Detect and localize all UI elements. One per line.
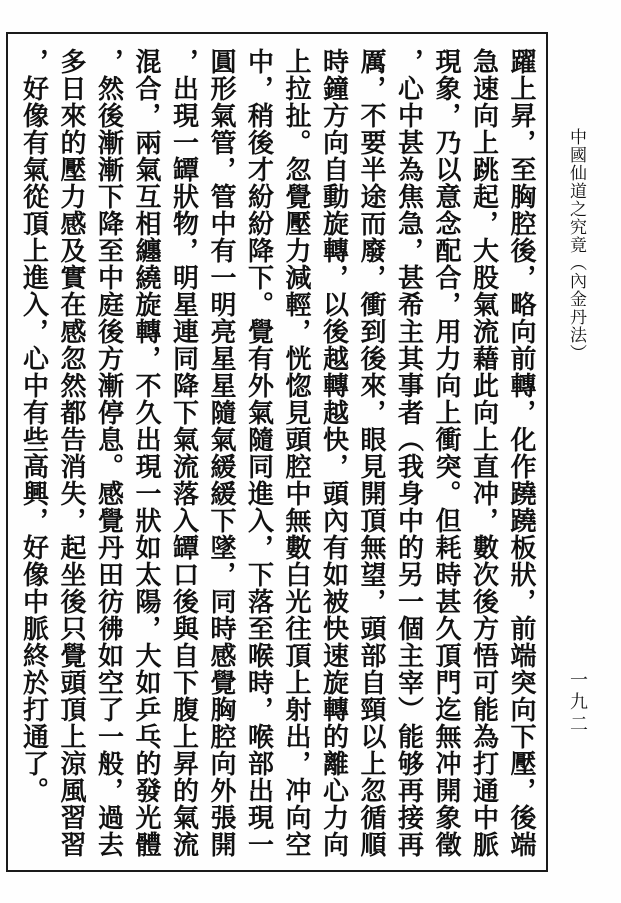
- page-number: 一九二: [567, 670, 588, 736]
- text-column: 急速向上跳起，大股氣流藉此向上直冲，數次後方悟可能為打通中脈: [468, 48, 499, 858]
- text-column: 厲，不要半途而廢，衝到後來，眼見開頂無望，頭部自頸以上忽循順: [356, 48, 386, 858]
- text-column: 圓形氣管，管中有一明亮星星隨氣緩緩下墜，同時感覺胸腔向外張開: [206, 48, 236, 858]
- text-column: ，好像有氣從頂上進入，心中有些高興，好像中脈終於打通了。: [18, 48, 49, 804]
- text-column: 現象，乃以意念配合，用力向上衝突。但耗時甚久頂門迄無冲開象徵: [431, 48, 461, 858]
- text-column: ，然後漸漸下降至中庭後方漸停息。感覺丹田彷彿如空了一般，過去: [93, 48, 124, 858]
- body-text: [14, 48, 539, 864]
- text-column: 中，稍後才紛紛降下。覺有外氣隨同進入，下落至喉時，喉部出現一: [243, 48, 274, 858]
- text-column: 混合，兩氣互相纏繞旋轉，不久出現一狀如太陽，大如乒乓的發光體: [131, 48, 161, 858]
- text-column: 上拉扯。忽覺壓力減輕，恍惚見頭腔中無數白光往頂上射出，冲向空: [281, 48, 311, 858]
- text-column: 時鐘方向自動旋轉，以後越轉越快，頭內有如被快速旋轉的離心力向: [318, 48, 349, 858]
- text-column: ，心中甚為焦急，甚希主其事者（我身中的另一個主宰）能够再接再: [393, 48, 424, 858]
- running-title: 中國仙道之究竟（內金丹法）: [566, 128, 586, 362]
- text-column: 躍上昇，至胸腔後，略向前轉，化作蹺蹺板狀，前端突向下壓，後端: [506, 48, 536, 858]
- text-column: ，出現一罈狀物，明星連同降下氣流落入罈口後與自下腹上昇的氣流: [168, 48, 199, 858]
- text-column: 多日來的壓力感及實在感忽然都告消失，起坐後只覺頭頂上涼風習習: [56, 48, 86, 858]
